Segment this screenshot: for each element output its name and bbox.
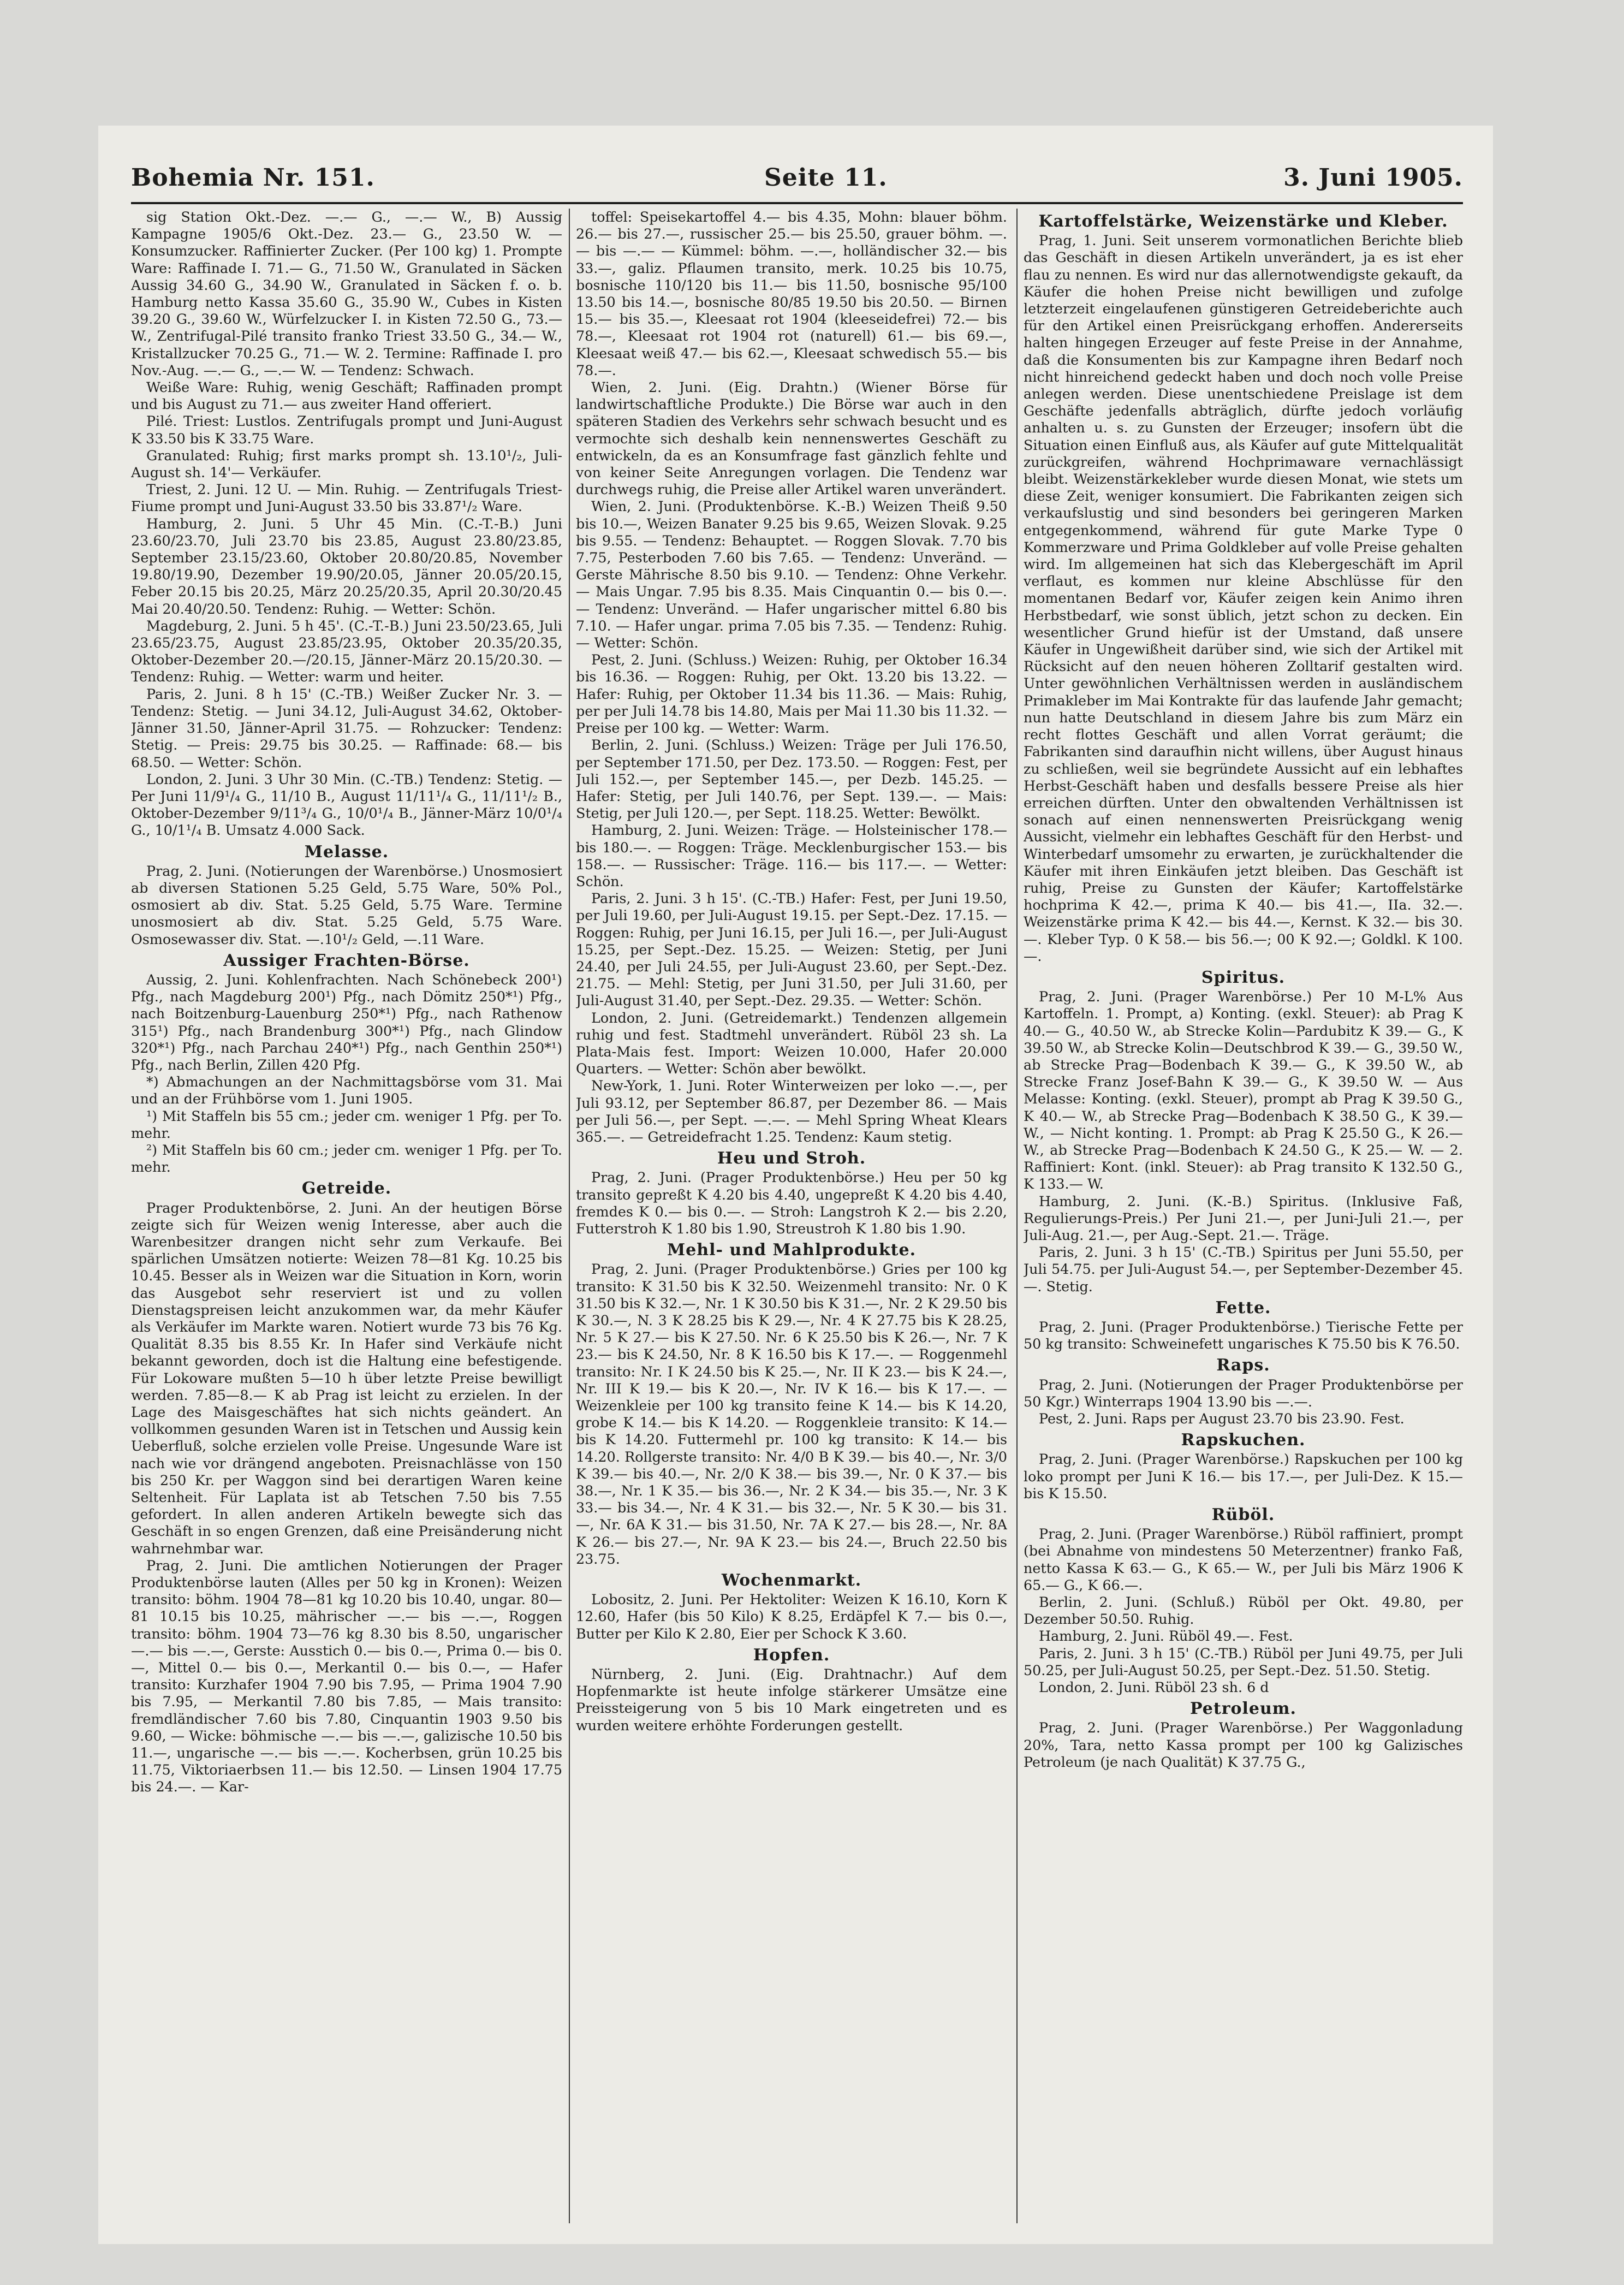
header-page-number: Seite 11. — [764, 164, 888, 192]
section-heading: Petroleum. — [1190, 1699, 1296, 1719]
article-paragraph: Prag, 2. Juni. Die amtlichen Notierungen der Prager Produktenbörse lauten (Alles per 50 kg in Kronen): Weizen transito: böhm. 1904 78—81 kg 10.20 bis 10.40, ungar. 80—81 10.15 bis 10.25, mährischer —.— bis —.—, Roggen transito: böhm. 1904 73—76 kg 8.30 bis 8.50, ungarischer —.— bis —.—, Gerste: Ausstich 0.— bis 0.—, Prima 0.— bis 0.—, Mittel 0.— bis 0.—, Merkantil 0.— bis 0.—, — Hafer transito: Kurzhafer 1904 7.90 bis 7.95, — Prima 1904 7.90 bis 7.95, — Merkantil 7.80 bis 7.85, — Mais transito: fremdländischer 7.60 bis 7.80, Cinquantin 1903 9.50 bis 9.60, — Wicke: böhmische —.— bis —.—, galizische 10.50 bis 11.—, ungarische —.— bis —.—. Kocherbsen, grün 10.25 bis 11.75, Viktoriaerbsen 11.— bis 12.50. — Linsen 1904 17.75 bis 24.—. — Kar- — [131, 1557, 562, 1795]
section-heading: Melasse. — [304, 842, 389, 862]
newspaper-page — [98, 126, 1493, 2244]
article-paragraph: Wien, 2. Juni. (Produktenbörse. K.-B.) Weizen Theiß 9.50 bis 10.—, Weizen Banater 9.25 bis 9.65, Weizen Slovak. 9.25 bis 9.55. — Tendenz: Behauptet. — Roggen Slovak. 7.70 bis 7.75, Pesterboden 7.60 bis 7.65. — Tendenz: Unveränd. — Gerste Mährische 8.50 bis 9.10. — Tendenz: Ohne Verkehr. — Mais Ungar. 7.95 bis 8.35. Mais Cinquantin 0.— bis 0.—. — Tendenz: Unveränd. — Hafer ungarischer mittel 6.80 bis 7.10. — Hafer ungar. prima 7.05 bis 7.35. — Tendenz: Ruhig. — Wetter: Schön. — [576, 498, 1007, 651]
article-paragraph: Hamburg, 2. Juni. (K.-B.) Spiritus. (Inklusive Faß, Regulierungs-Preis.) Per Juni 21.—, per Juni-Juli 21.—, per Juli-Aug. 21.—, per Aug.-Sept. 21.—. Träge. — [1024, 1192, 1463, 1243]
article-paragraph: Wien, 2. Juni. (Eig. Drahtn.) (Wiener Börse für landwirtschaftliche Produkte.) Die Börse war auch in den späteren Stadien des Verkehrs sehr schwach besucht und es vermochte sich deshalb kein nennenswertes Geschäft zu entwickeln, da es an Konsumfrage fast gänzlich fehlte und von keiner Seite Anregungen vorlagen. Die Tendenz war durchwegs ruhig, die Preise aller Artikel waren unverändert. — [576, 379, 1007, 498]
article-paragraph: Granulated: Ruhig; first marks prompt sh. 13.10¹/₂, Juli-August sh. 14'— Verkäufer. — [131, 447, 562, 481]
article-paragraph: Berlin, 2. Juni. (Schluss.) Weizen: Träge per Juli 176.50, per September 171.50, per Dez. 173.50. — Roggen: Fest, per Juli 152.—, per September 145.—, per Dezb. 145.25. — Hafer: Stetig, per Juli 140.76, per Sept. 139.—. — Mais: Stetig, per Juli 120.—, per Sept. 118.25. Wetter: Bewölkt. — [576, 737, 1007, 822]
article-paragraph: Prager Produktenbörse, 2. Juni. An der heutigen Börse zeigte sich für Weizen wenig Interesse, aber auch die Warenbesitzer drangen nicht sehr zum Verkaufe. Bei spärlichen Umsätzen notierte: Weizen 78—81 Kg. 10.25 bis 10.45. Besser als in Weizen war die Situation in Korn, worin das Ausgebot sehr reserviert ist und zu vollen Dienstagspreisen leicht anzukommen war, da mehr Käufer als Verkäufer im Markte waren. Notiert wurde 73 bis 76 Kg. Qualität 8.35 bis 8.55 Kr. In Hafer sind Verkäufe nicht bekannt geworden, doch ist die Haltung eine befestigende. Für Lokoware mußten 5—10 h über letzte Preise bewilligt werden. 7.85—8.— K ab Prag ist leicht zu erzielen. In der Lage des Maisgeschäftes hat sich nichts geändert. An vollkommen gesunden Waren ist in Tetschen und Aussig kein Ueberfluß, solche erzielen volle Preise. Ungesunde Ware ist nach wie vor drängend angeboten. Preisnachlässe von 150 bis 250 Kr. per Waggon sind bei derartigen Waren keine Seltenheit. Für Laplata ist ab Tetschen 7.50 bis 7.55 gefordert. In allen anderen Artikeln bewegte sich das Geschäft in so engen Grenzen, daß eine Preisänderung nicht wahrnehmbar war. — [131, 1199, 562, 1557]
column-divider — [1016, 209, 1018, 2223]
article-paragraph: Magdeburg, 2. Juni. 5 h 45'. (C.-T.-B.) Juni 23.50/23.65, Juli 23.65/23.75, August 23.85/23.95, Oktober 20.35/20.35, Oktober-Dezember 20.—/20.15, Jänner-März 20.15/20.30. — Tendenz: Ruhig. — Wetter: warm und heiter. — [131, 617, 562, 685]
section-heading: Fette. — [1215, 1298, 1271, 1317]
section-heading: Rapskuchen. — [1181, 1431, 1306, 1450]
header-rule — [131, 202, 1463, 204]
article-paragraph: toffel: Speisekartoffel 4.— bis 4.35, Mohn: blauer böhm. 26.— bis 27.—, russischer 25.— bis 25.50, grauer böhm. —.— bis —.— — Kümmel: böhm. —.—, holländischer 32.— bis 33.—, galiz. Pflaumen transito, merk. 10.25 bis 10.75, bosnische 110/120 bis 11.— bis 11.50, bosnische 95/100 13.50 bis 14.—, bosnische 80/85 19.50 bis 20.50. — Birnen 15.— bis 35.—, Kleesaat rot 1904 (kleeseidefrei) 72.— bis 78.—, Kleesaat rot 1904 rot (naturell) 61.— bis 69.—, Kleesaat weiß 47.— bis 62.—, Kleesaat schwedisch 55.— bis 78.—. — [576, 209, 1007, 378]
article-paragraph: Prag, 2. Juni. (Prager Produktenbörse.) Gries per 100 kg transito: K 31.50 bis K 32.50. Weizenmehl transito: Nr. 0 K 31.50 bis K 32.—, Nr. 1 K 30.50 bis K 31.—, Nr. 2 K 29.50 bis K 30.—, N. 3 K 28.25 bis K 29.—, Nr. 4 K 27.75 bis K 28.25, Nr. 5 K 27.— bis K 27.50. Nr. 6 K 25.50 bis K 26.—, Nr. 7 K 23.— bis K 24.50, Nr. 8 K 16.50 bis K 17.—. — Roggenmehl transito: Nr. I K 24.50 bis K 25.—, Nr. II K 23.— bis K 24.—, Nr. III K 19.— bis K 20.—, Nr. IV K 16.— bis K 17.—. — Weizenkleie per 100 kg transito feine K 14.— bis K 14.20, grobe K 14.— bis K 14.20. — Roggenkleie transito: K 14.— bis K 14.20. Futtermehl pr. 100 kg transito: K 14.— bis 14.20. Rollgerste transito: Nr. 4/0 B K 39.— bis 40.—, Nr. 3/0 K 39.— bis 40.—, Nr. 2/0 K 38.— bis 39.—, Nr. 0 K 37.— bis 38.—, Nr. 1 K 35.— bis 36.—, Nr. 2 K 34.— bis 35.—, Nr. 3 K 33.— bis 34.—, Nr. 4 K 31.— bis 32.—, Nr. 5 K 30.— bis 31.—, Nr. 6A K 31.— bis 31.50, Nr. 7A K 27.— bis 28.—, Nr. 8A K 26.— bis 27.—, Nr. 9A K 23.— bis 24.—, Bruch 22.50 bis 23.75. — [576, 1261, 1007, 1567]
article-paragraph: Pilé. Triest: Lustlos. Zentrifugals prompt und Juni-August K 33.50 bis K 33.75 Ware. — [131, 413, 562, 447]
article-paragraph: Triest, 2. Juni. 12 U. — Min. Ruhig. — Zentrifugals Triest-Fiume prompt und Juni-August 33.50 bis 33.87¹/₂ Ware. — [131, 481, 562, 515]
article-paragraph: Pest, 2. Juni. Raps per August 23.70 bis 23.90. Fest. — [1039, 1410, 1405, 1427]
article-paragraph: *) Abmachungen an der Nachmittagsbörse vom 31. Mai und an der Frühbörse vom 1. Juni 1905. — [131, 1073, 562, 1107]
section-heading: Getreide. — [301, 1179, 392, 1198]
article-paragraph: Nürnberg, 2. Juni. (Eig. Drahtnachr.) Auf dem Hopfenmarkte ist heute infolge stärkerer Umsätze eine Preissteigerung von 5 bis 10 Mark eingetreten und es wurden weitere erhöhte Forderungen gestellt. — [576, 1666, 1007, 1734]
section-heading: Rüböl. — [1211, 1505, 1275, 1525]
article-paragraph: New-York, 1. Juni. Roter Winterweizen per loko —.—, per Juli 93.12, per September 86.87, per Dezember 86. — Mais per Juli 56.—, per Sept. —.—. — Mehl Spring Wheat Klears 365.—. — Getreidefracht 1.25. Tendenz: Kaum stetig. — [576, 1077, 1007, 1145]
article-paragraph: London, 2. Juni. (Getreidemarkt.) Tendenzen allgemein ruhig und fest. Stadtmehl unverändert. Rüböl 23 sh. La Plata-Mais fest. Import: Weizen 10.000, Hafer 20.000 Quarters. — Wetter: Schön aber bewölkt. — [576, 1009, 1007, 1077]
article-paragraph: London, 2. Juni. 3 Uhr 30 Min. (C.-TB.) Tendenz: Stetig. — Per Juni 11/9¹/₄ G., 11/10 B., August 11/11¹/₄ G., 11/11¹/₂ B., Oktober-Dezember 9/11³/₄ G., 10/0¹/₄ B., Jänner-März 10/0¹/₄ G., 10/1¹/₄ B. Umsatz 4.000 Sack. — [131, 770, 562, 839]
article-paragraph: Hamburg, 2. Juni. 5 Uhr 45 Min. (C.-T.-B.) Juni 23.60/23.70, Juli 23.70 bis 23.85, August 23.80/23.85, September 23.15/23.60, Oktober 20.80/20.85, November 19.80/19.90, Dezember 19.90/20.05, Jänner 20.05/20.15, Feber 20.15 bis 20.25, März 20.25/20.35, April 20.30/20.45 Mai 20.40/20.50. Tendenz: Ruhig. — Wetter: Schön. — [131, 515, 562, 617]
section-heading: Raps. — [1216, 1356, 1270, 1375]
article-paragraph: ¹) Mit Staffeln bis 55 cm.; jeder cm. weniger 1 Pfg. per To. mehr. — [131, 1107, 562, 1141]
article-paragraph: Prag, 2. Juni. (Notierungen der Prager Produktenbörse per 50 Kgr.) Winterraps 1904 13.90 bis —.—. — [1024, 1376, 1463, 1410]
article-paragraph: Prag, 2. Juni. (Prager Produktenbörse.) Tierische Fette per 50 kg transito: Schweinefett ungarisches K 75.50 bis K 76.50. — [1024, 1319, 1463, 1352]
article-paragraph: London, 2. Juni. Rüböl 23 sh. 6 d — [1039, 1679, 1269, 1696]
section-heading: Kartoffelstärke, Weizenstärke und Kleber. — [1038, 212, 1448, 231]
article-paragraph: Paris, 2. Juni. 8 h 15' (C.-TB.) Weißer Zucker Nr. 3. — Tendenz: Stetig. — Juni 34.12, Juli-August 34.62, Oktober-Jänner 31.50, Jänner-April 31.75. — Rohzucker: Tendenz: Stetig. — Preis: 29.75 bis 30.25. — Raffinade: 68.— bis 68.50. — Wetter: Schön. — [131, 685, 562, 770]
article-paragraph: Lobositz, 2. Juni. Per Hektoliter: Weizen K 16.10, Korn K 12.60, Hafer (bis 50 Kilo) K 8.25, Erdäpfel K 7.— bis 0.—, Butter per Kilo K 2.80, Eier per Schock K 3.60. — [576, 1591, 1007, 1642]
page-header — [131, 164, 1463, 202]
article-paragraph: Prag, 2. Juni. (Prager Warenbörse.) Rüböl raffiniert, prompt (bei Abnahme von mindestens 50 Meterzentner) franko Faß, netto Kassa K 63.— G., K 65.— W., per Juli bis März 1906 K 65.— G., K 66.—. — [1024, 1526, 1463, 1593]
article-paragraph: Prag, 2. Juni. (Prager Produktenbörse.) Heu per 50 kg transito gepreßt K 4.20 bis 4.40, ungepreßt K 4.20 bis 4.40, fremdes K 0.— bis 0.—. — Stroh: Langstroh K 2.— bis 2.20, Futterstroh K 1.80 bis 1.90, Streustroh K 1.80 bis 1.90. — [576, 1169, 1007, 1237]
column-2 — [576, 209, 1007, 2223]
column-3 — [1024, 209, 1463, 2223]
section-heading: Spiritus. — [1201, 968, 1286, 987]
article-paragraph: Prag, 1. Juni. Seit unserem vormonatlichen Berichte blieb das Geschäft in diesen Artikeln unverändert, ja es ist eher flau zu nennen. Es wird nur das allernotwendigste gekauft, da Käufer die hohen Preise nicht bewilligen und zufolge letzterzeit eingelaufenen günstigeren Getreideberichte auch für den Artikel einen Preisrückgang erhoffen. Andererseits halten hingegen Erzeuger auf feste Preise in der Annahme, daß die Konsumenten bis zur Kampagne ihren Bedarf noch nicht hinreichend gedeckt haben und doch noch volle Preise anlegen werden. Diese unentschiedene Preislage ist dem Geschäfte jedenfalls abträglich, dürfte jedoch vorläufig anhalten u. s. zu Gunsten der Erzeuger; insofern übt die Situation einen Einfluß aus, als Käufer auf gute Mittelqualität zurückgreifen, während Hochprimaware vernachlässigt bleibt. Weizenstärkekleber wurde diesen Monat, wie stets um diese Zeit, weniger konsumiert. Die Fabrikanten zeigen sich verkaufslustig und sind besonders bei geringeren Marken entgegenkommend, während für gute Marke Type 0 Kommerzware und Prima Goldkleber auf volle Preise gehalten wird. Im allgemeinen hat sich das Klebergeschäft im April verflaut, es kommen nur kleine Abschlüsse für den momentanen Bedarf vor, Käufer zeigen kein Animo ihren Herbstbedarf, wie sonst üblich, jetzt schon zu decken. Ein wesentlicher Grund hiefür ist der Umstand, daß unsere Käufer in Ungewißheit darüber sind, wie sich der Artikel mit Rücksicht auf den neuen höheren Zolltarif gestalten wird. Unter gewöhnlichen Verhältnissen werden in ausländischem Primakleber im Mai Kontrakte für das laufende Jahr gemacht; nun hatte Deutschland in diesem Jahre bis zum März ein recht flottes Geschäft und allen Vorrat geräumt; die Fabrikanten sind daraufhin nicht willens, über August hinaus zu schließen, weil sie begründete Aussicht auf ein lebhaftes Herbst-Geschäft haben und desfalls bessere Preise als hier erreichen dürften. Unter den obwaltenden Verhältnissen ist sonach auf einen nennenswerten Preisrückgang wenig Aussicht, vielmehr ein lebhaftes Geschäft für den Herbst- und Winterbedarf umsomehr zu erwarten, je zurückhaltender die Käufer mit ihren Einkäufen jetzt bleiben. Das Geschäft ist ruhig, Preise zu Gunsten der Käufer; Kartoffelstärke hochprima K 42.—, prima K 40.— bis 41.—, IIa. 32.—. Weizenstärke prima K 42.— bis 44.—, Kernst. K 32.— bis 30.—. Kleber Typ. 0 K 58.— bis 56.—; 00 K 92.—; Goldkl. K 100.—. — [1024, 232, 1463, 964]
section-heading: Aussiger Frachten-Börse. — [223, 951, 470, 970]
article-paragraph: Weiße Ware: Ruhig, wenig Geschäft; Raffinaden prompt und bis August zu 71.— aus zweiter Hand offeriert. — [131, 379, 562, 413]
article-paragraph: Prag, 2. Juni. (Prager Warenbörse.) Per Waggonladung 20%, Tara, netto Kassa prompt per 100 kg Galizisches Petroleum (je nach Qualität) K 37.75 G., — [1024, 1719, 1463, 1770]
article-paragraph: Prag, 2. Juni. (Prager Warenbörse.) Per 10 M-L% Aus Kartoffeln. 1. Prompt, a) Konting. (exkl. Steuer): ab Prag K 40.— G., 40.50 W., ab Strecke Kolin—Pardubitz K 39.— G., K 39.50 W., ab Strecke Kolin—Deutschbrod K 39.— G., 39.50 W., ab Strecke Prag—Bodenbach K 39.— G., K 39.50 W., ab Strecke Franz Josef-Bahn K 39.— G., K 39.50 W. — Aus Melasse: Konting. (exkl. Steuer), prompt ab Prag K 39.50 G., K 40.— W., ab Strecke Prag—Bodenbach K 38.50 G., K 39.— W., — Nicht konting. 1. Prompt: ab Prag K 25.50 G., K 26.— W., ab Strecke Prag—Bodenbach K 24.50 G., K 25.— W. — 2. Raffiniert: Kont. (inkl. Steuer): ab Prag transito K 132.50 G., K 133.— W. — [1024, 988, 1463, 1192]
article-paragraph: ²) Mit Staffeln bis 60 cm.; jeder cm. weniger 1 Pfg. per To. mehr. — [131, 1141, 562, 1176]
article-paragraph: Prag, 2. Juni. (Notierungen der Warenbörse.) Unosmosiert ab diversen Stationen 5.25 Geld, 5.75 Ware, 50% Pol., osmosiert ab div. Stat. 5.25 Geld, 5.75 Ware. Termine unosmosiert ab div. Stat. 5.25 Geld, 5.75 Ware. Osmosewasser div. Stat. —.10¹/₂ Geld, —.11 Ware. — [131, 862, 562, 947]
article-paragraph: Hamburg, 2. Juni. Weizen: Träge. — Holsteinischer 178.— bis 180.—. — Roggen: Träge. Mecklenburgischer 153.— bis 158.—. — Russischer: Träge. 116.— bis 117.—. — Wetter: Schön. — [576, 822, 1007, 889]
article-paragraph: Hamburg, 2. Juni. Rüböl 49.—. Fest. — [1039, 1628, 1293, 1645]
section-heading: Heu und Stroh. — [717, 1149, 866, 1168]
section-heading: Mehl- und Mahlprodukte. — [667, 1241, 917, 1260]
article-paragraph: sig Station Okt.-Dez. —.— G., —.— W., B) Aussig Kampagne 1905/6 Okt.-Dez. 23.— G., 23.50 W. — Konsumzucker. Raffinierter Zucker. (Per 100 kg) 1. Prompte Ware: Raffinade I. 71.— G., 71.50 W., Granulated in Säcken Aussig 34.60 G., 34.90 W., Granulated in Säcken f. o. b. Hamburg netto Kassa 35.60 G., 35.90 W., Cubes in Kisten 39.20 G., 39.60 W., Würfelzucker I. in Kisten 72.50 G., 73.— W., Zentrifugal-Pilé transito franko Triest 33.50 G., 34.— W., Kristallzucker 70.25 G., 71.— W. 2. Termine: Raffinade I. pro Nov.-Aug. —.— G., —.— W. — Tendenz: Schwach. — [131, 209, 562, 378]
article-paragraph: Prag, 2. Juni. (Prager Warenbörse.) Rapskuchen per 100 kg loko prompt per Juni K 16.— bis 17.—, per Juli-Dez. K 15.— bis K 15.50. — [1024, 1451, 1463, 1501]
column-divider — [569, 209, 570, 2223]
article-paragraph: Aussig, 2. Juni. Kohlenfrachten. Nach Schönebeck 200¹) Pfg., nach Magdeburg 200¹) Pfg., nach Dömitz 250*¹) Pfg., nach Boitzenburg-Lauenburg 250*¹) Pfg., nach Rathenow 315¹) Pfg., nach Brandenburg 300*¹) Pfg., nach Glindow 320*¹) Pfg., nach Parchau 240*¹) Pfg., nach Genthin 250*¹) Pfg., nach Berlin, Zillen 420 Pfg. — [131, 971, 562, 1073]
header-publication: Bohemia Nr. 151. — [131, 164, 375, 192]
article-paragraph: Paris, 2. Juni. 3 h 15' (C.-TB.) Spiritus per Juni 55.50, per Juli 54.75. per Juli-August 54.—, per September-Dezember 45.—. Stetig. — [1024, 1244, 1463, 1295]
section-heading: Hopfen. — [753, 1645, 830, 1665]
article-paragraph: Berlin, 2. Juni. (Schluß.) Rüböl per Okt. 49.80, per Dezember 50.50. Ruhig. — [1024, 1594, 1463, 1628]
article-paragraph: Paris, 2. Juni. 3 h 15'. (C.-TB.) Hafer: Fest, per Juni 19.50, per Juli 19.60, per Juli-August 19.15. per Sept.-Dez. 17.15. — Roggen: Ruhig, per Juni 16.15, per Juli 16.—, per Juli-August 15.25, per Sept.-Dez. 15.25. — Weizen: Stetig, per Juni 24.40, per Juli 24.55, per Juli-August 23.60, per Sept.-Dez. 21.75. — Mehl: Stetig, per Juni 31.50, per Juli 31.60, per Juli-August 31.40, per Sept.-Dez. 29.35. — Wetter: Schön. — [576, 890, 1007, 1009]
column-1 — [131, 209, 562, 2223]
section-heading: Wochenmarkt. — [721, 1571, 862, 1590]
header-date: 3. Juni 1905. — [1283, 164, 1463, 192]
article-paragraph: Paris, 2. Juni. 3 h 15' (C.-TB.) Rüböl per Juni 49.75, per Juli 50.25, per Juli-August 50.25, per Sept.-Dez. 51.50. Stetig. — [1024, 1645, 1463, 1678]
article-paragraph: Pest, 2. Juni. (Schluss.) Weizen: Ruhig, per Oktober 16.34 bis 16.36. — Roggen: Ruhig, per Okt. 13.20 bis 13.22. — Hafer: Ruhig, per Oktober 11.34 bis 11.36. — Mais: Ruhig, per per Juli 14.78 bis 14.80, Mais per Mai 11.30 bis 11.32. — Preise per 100 kg. — Wetter: Warm. — [576, 651, 1007, 737]
